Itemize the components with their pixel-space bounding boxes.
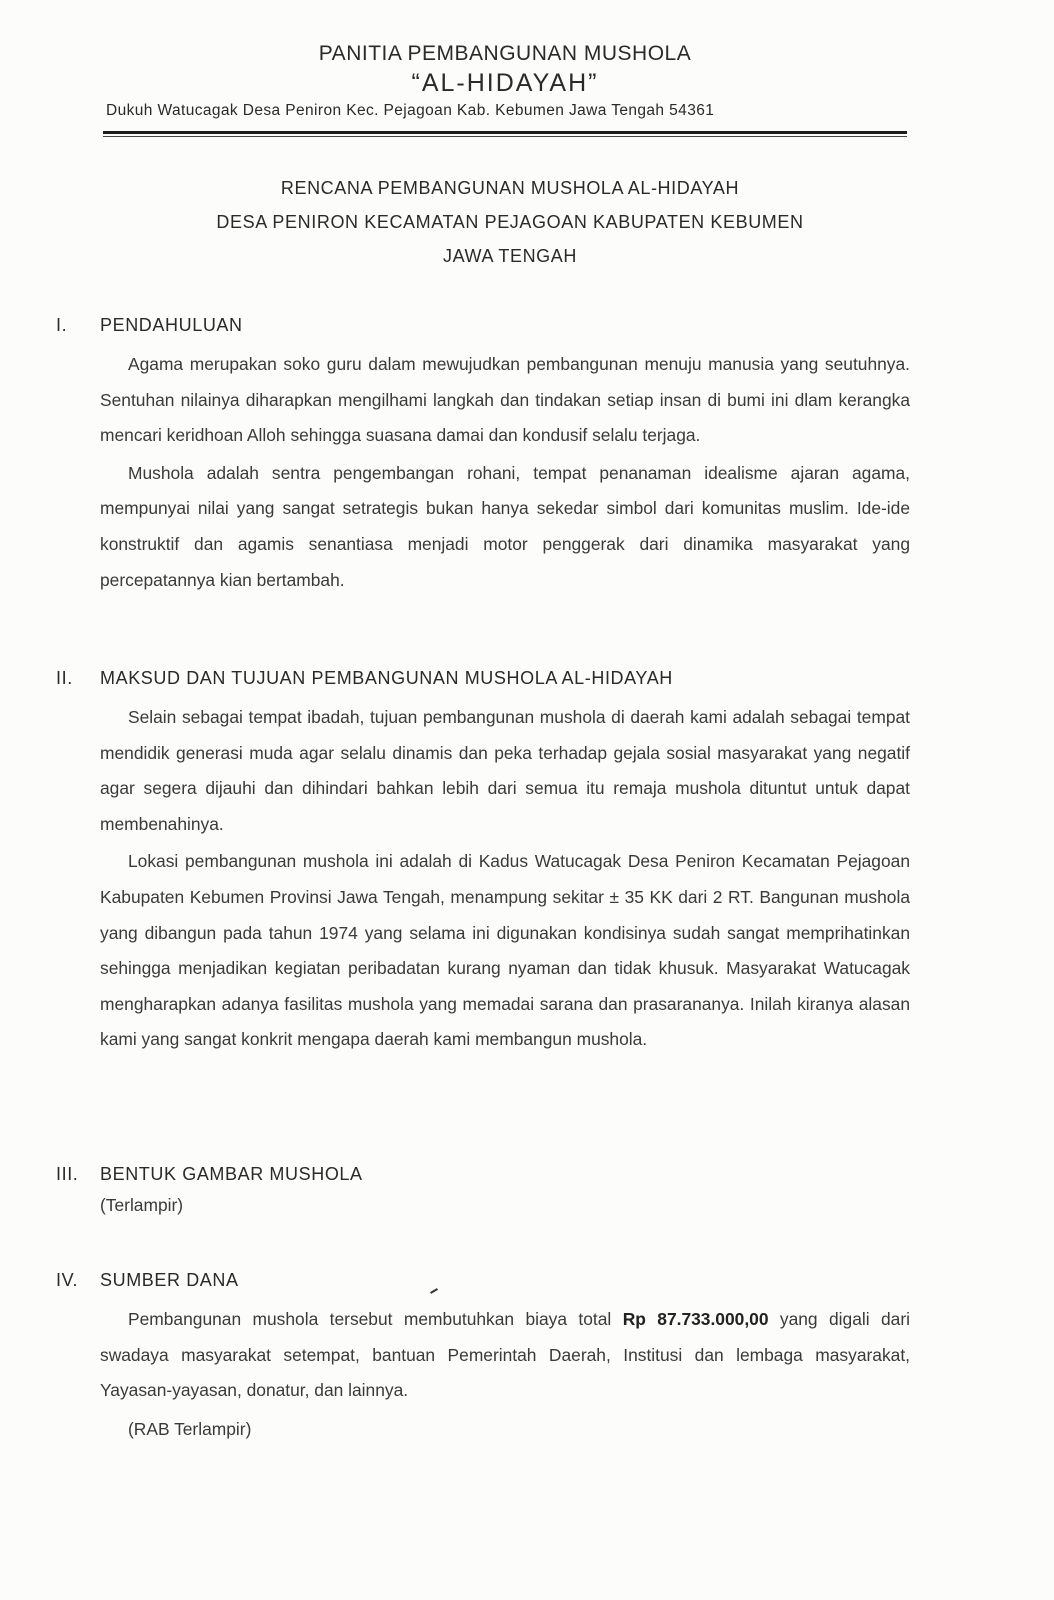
section-number: IV. [56,1270,79,1290]
title-line-1: RENCANA PEMBANGUNAN MUSHOLA AL-HIDAYAH [280,178,740,198]
letterhead-name: “AL-HIDAYAH” [411,69,599,97]
section-title: BENTUK GAMBAR MUSHOLA [100,1164,363,1184]
letterhead-rule-thin [103,136,907,137]
paragraph: Selain sebagai tempat ibadah, tujuan pembangunan mushola di daerah kami adalah sebagai tempat mendidik generasi muda agar selalu dinamis dan peka terhadap gejala sosial masyarakat yang negatif agar segera dijauhi dan dihindari bahkan lebih dari semua itu remaja mushola dituntut untuk dapat membenahinya. [100,707,910,834]
paragraph: Mushola adalah sentra pengembangan rohani, tempat penanaman idealisme ajaran agama, mempunyai nilai yang sangat setrategis bukan hanya sekedar simbol dari komunitas muslim. Ide-ide konstruktif dan agamis senantiasa menjadi motor penggerak dari dinamika masyarakat yang percepatannya kian bertambah. [100,462,910,590]
section-pendahuluan [56,314,916,598]
section-number: I. [56,315,68,335]
section-heading [56,1163,916,1185]
paragraph: Lokasi pembangunan mushola ini adalah di Kadus Watucagak Desa Peniron Kecamatan Pejagoan Kabupaten Kebumen Provinsi Jawa Tengah, menampung sekitar ± 35 KK dari 2 RT. Bangunan mushola yang dibangun pada tahun 1974 yang selama ini digunakan kondisinya sudah sangat memprihatinkan sehingga menjadikan kegiatan peribadatan kurang nyaman dan tidak khusuk. Masyarakat Watucagak mengharapkan adanya fasilitas mushola yang memadai sarana dan prasarananya. Inilah kiranya alasan kami yang sangat konkrit mengapa daerah kami membangun mushola. [100,851,910,1050]
letterhead [100,42,910,120]
section-maksud-tujuan [56,667,916,1058]
attachment-note: (RAB Terlampir) [128,1418,252,1439]
section-sumber-dana [56,1269,916,1441]
attachment-note: (Terlampir) [100,1195,184,1215]
letterhead-org: PANITIA PEMBANGUNAN MUSHOLA [318,42,692,65]
title-line-3: JAWA TENGAH [443,246,577,266]
section-number: II. [56,668,73,688]
total-cost: Rp 87.733.000,00 [622,1309,769,1329]
title-line-2: DESA PENIRON KECAMATAN PEJAGOAN KABUPATEN KEBUMEN [216,212,804,232]
paragraph-text: Pembangunan mushola tersebut membutuhkan biaya total [128,1309,612,1329]
section-heading [56,1269,916,1291]
letterhead-rule-thick [103,131,907,134]
section-heading [56,667,916,689]
section-number: III. [56,1164,79,1184]
paragraph: Agama merupakan soko guru dalam mewujudkan pembangunan menuju manusia yang seutuhnya. Sentuhan nilainya diharapkan mengilhami langkah dan tindakan setiap insan di bumi ini dlam kerangka mencari keridhoan Alloh sehingga suasana damai dan kondusif selalu terjaga. [100,354,910,446]
paragraph [100,1302,910,1409]
section-title: SUMBER DANA [100,1270,239,1290]
section-title: MAKSUD DAN TUJUAN PEMBANGUNAN MUSHOLA AL-HIDAYAH [100,668,673,688]
paragraph-text: yang digali dari swadaya masyarakat setempat, bantuan Pemerintah Daerah, Institusi dan lembaga masyarakat, Yayasan-yayasan, donatur, dan lainnya. [100,1309,910,1401]
section-heading [56,314,916,336]
section-bentuk-gambar [56,1163,916,1217]
section-title: PENDAHULUAN [100,315,243,335]
letterhead-address: Dukuh Watucagak Desa Peniron Kec. Pejagoan Kab. Kebumen Jawa Tengah 54361 [106,102,715,119]
document-title [120,171,900,273]
